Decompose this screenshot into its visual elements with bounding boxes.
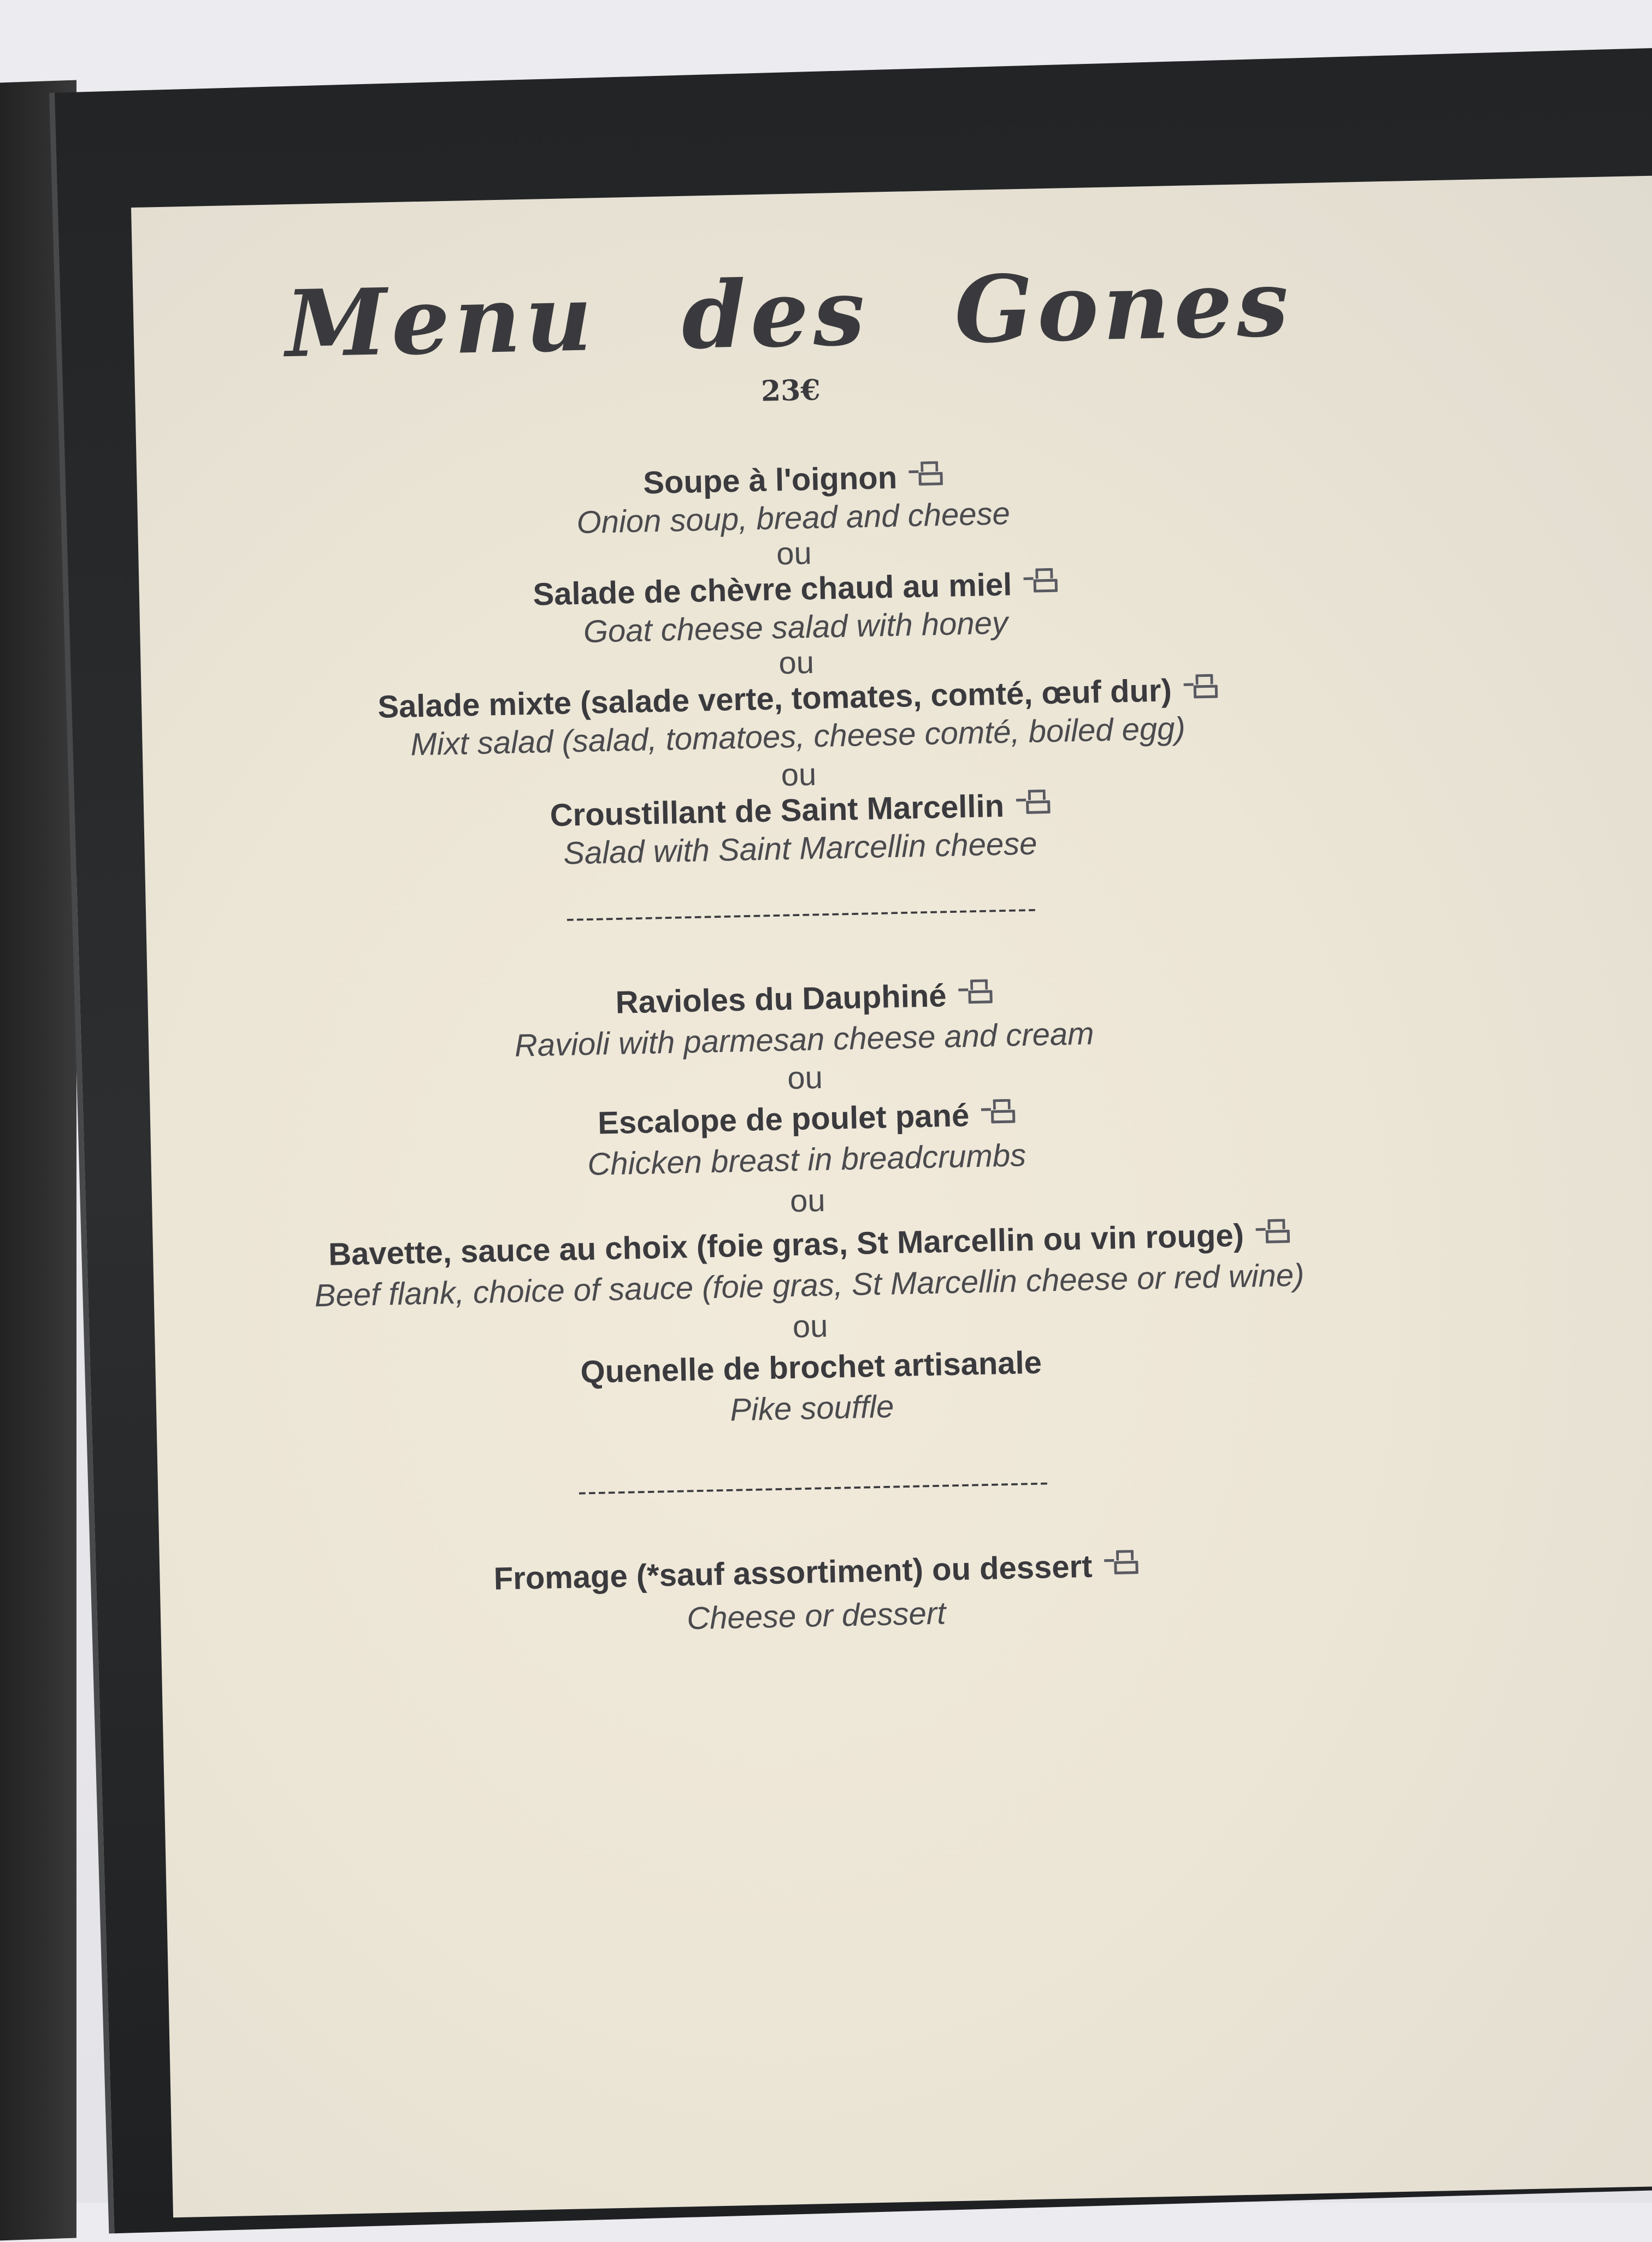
allergen-icon (966, 977, 992, 1002)
allergen-icon (1031, 566, 1057, 592)
menu-item-en: Cheese or dessert (686, 1595, 946, 1637)
menu-item-fr: Bavette, sauce au choix (foie gras, St Marcellin ou vin rouge) (153, 1212, 1465, 1276)
allergen-icon (1023, 787, 1049, 813)
menu-item-en: Salad with Saint Marcellin cheese (563, 825, 1038, 871)
menu-sheet (131, 175, 1652, 2217)
section-separator: ------------------------------------------------ (565, 894, 1038, 933)
allergen-icon (916, 459, 942, 485)
allergen-icon (1263, 1217, 1289, 1242)
or-label: ou (778, 645, 815, 681)
or-label: ou (776, 535, 812, 572)
menu-item-fr: Salade mixte (salade verte, tomates, comté, œuf dur) (141, 666, 1453, 730)
menu-item-en: Pike souffle (729, 1389, 894, 1428)
or-label: ou (789, 1182, 826, 1219)
menu-item-en: Onion soup, bread and cheese (576, 495, 1011, 541)
menu-item-en: Mixt salad (salad, tomatoes, cheese comté, boiled egg) (410, 710, 1186, 763)
menu-item-fr: Soupe à l'oignon (137, 448, 1448, 512)
or-label: ou (792, 1308, 829, 1345)
menu-item-en: Beef flank, choice of sauce (foie gras, St Marcellin cheese or red wine) (314, 1257, 1305, 1314)
menu-item-fr: Escalope de poulet pané (150, 1087, 1462, 1150)
menu-item-fr: Fromage (*sauf assortiment) ou dessert (160, 1540, 1471, 1604)
menu-item-fr: Quenelle de brochet artisanale (580, 1344, 1042, 1390)
allergen-icon (1112, 1548, 1137, 1573)
menu-item-fr: Ravioles du Dauphiné (148, 966, 1459, 1030)
allergen-icon (1191, 672, 1217, 698)
or-label: ou (781, 756, 817, 793)
menu-title: Menu des Gones (284, 249, 1294, 379)
menu-item-fr: Croustillant de Saint Marcellin (144, 778, 1455, 842)
or-label: ou (787, 1059, 823, 1096)
menu-item-en: Chicken breast in breadcrumbs (587, 1137, 1026, 1182)
allergen-icon (988, 1097, 1014, 1123)
menu-item-en: Ravioli with parmesan cheese and cream (514, 1016, 1095, 1064)
menu-item-fr: Salade de chèvre chaud au miel (139, 557, 1450, 621)
menu-price: 23€ (760, 373, 821, 408)
section-separator: ------------------------------------------------ (577, 1467, 1050, 1507)
menu-item-en: Goat cheese salad with honey (583, 605, 1008, 650)
